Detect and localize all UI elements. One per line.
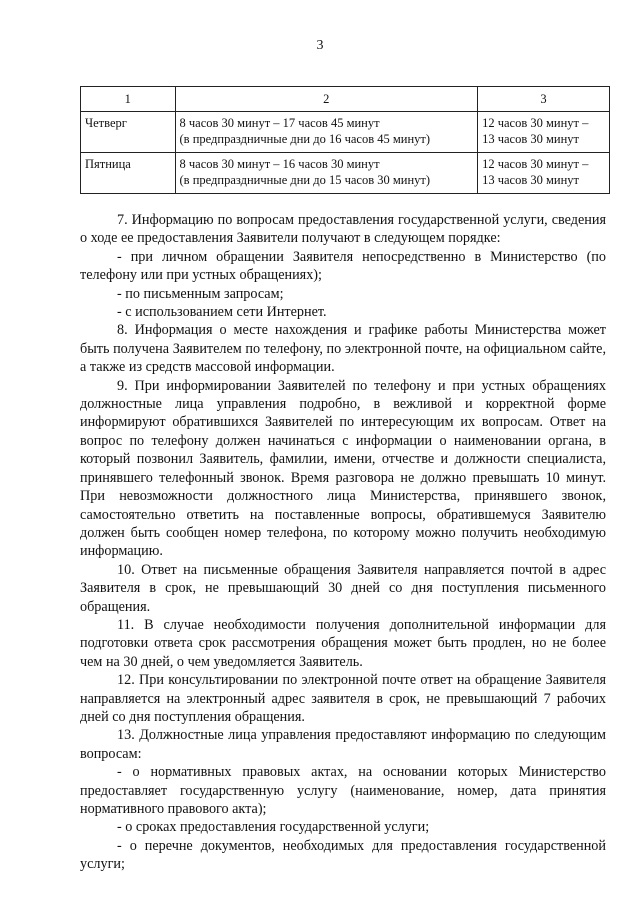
body-text: [80, 211, 606, 874]
column-header: 2: [175, 87, 478, 112]
list-item: - по письменным запросам;: [117, 285, 284, 302]
hours-line: 8 часов 30 минут – 16 часов 30 минут: [179, 157, 380, 171]
day-cell: Пятница: [81, 153, 176, 194]
list-item: - о сроках предоставления государственной услуги;: [117, 819, 430, 836]
schedule-table: [80, 86, 610, 194]
paragraph: 10. Ответ на письменные обращения Заявителя направляется почтой в адрес Заявителя в срок, не превышающий 30 дней со дня поступления письменного обращения.: [80, 561, 606, 615]
break-line: 12 часов 30 минут –: [482, 157, 589, 171]
list-item: - при личном обращении Заявителя непосредственно в Министерство (по телефону или при устных обращениях);: [80, 248, 606, 284]
hours-cell: [175, 153, 478, 194]
paragraph: 12. При консультировании по электронной почте ответ на обращение Заявителя направляется на электронный адрес заявителя в срок, не превышающий 7 рабочих дней со дня поступления обращения.: [80, 672, 606, 725]
list-item: - с использованием сети Интернет.: [117, 304, 327, 321]
break-line: 12 часов 30 минут –: [482, 116, 589, 130]
break-line: 13 часов 30 минут: [482, 132, 579, 146]
hours-holiday-line: (в предпраздничные дни до 16 часов 45 минут): [179, 132, 431, 146]
break-cell: [478, 112, 610, 153]
list-item: - о нормативных правовых актах, на основании которых Министерство предоставляет государственную услугу (наименование, номер, дата принятия нормативного правового акта);: [80, 764, 606, 817]
page-number: 3: [316, 38, 324, 53]
break-cell: [478, 153, 610, 194]
hours-cell: [175, 112, 478, 153]
hours-line: 8 часов 30 минут – 17 часов 45 минут: [179, 116, 380, 130]
table-header-row: [81, 87, 610, 112]
table-row: [81, 112, 610, 153]
break-line: 13 часов 30 минут: [482, 173, 579, 187]
paragraph: 9. При информировании Заявителей по телефону и при устных обращениях должностные лица управления подробно, в вежливой и корректной форме информируют обратившихся Заявителей по интересующим их вопросам. Ответ на вопрос по телефону должен начинаться с информации о наименовании органа, в который позвонил Заявитель, фамилии, имени, отчестве и должности специалиста, принявшего телефонный звонок. Время разговора не должно превышать 10 минут. При невозможности должностного лица Министерства, принявшего звонок, самостоятельно ответить на поставленные вопросы, обратившемуся Заявителю должен быть сообщен номер телефона, по которому можно получить необходимую информацию.: [80, 377, 606, 560]
day-cell: Четверг: [81, 112, 176, 153]
column-header: 3: [478, 87, 610, 112]
hours-holiday-line: (в предпраздничные дни до 15 часов 30 минут): [179, 173, 431, 187]
paragraph: 11. В случае необходимости получения дополнительной информации для подготовки ответа срок рассмотрения обращения может быть продлен, но не более чем на 30 дней, о чем уведомляется Заявитель.: [80, 616, 606, 670]
table-row: [81, 153, 610, 194]
paragraph: 7. Информацию по вопросам предоставления государственной услуги, сведения о ходе ее предоставления Заявители получают в следующем порядке:: [80, 212, 606, 247]
list-item: - о перечне документов, необходимых для предоставления государственной услуги;: [80, 837, 606, 873]
column-header: 1: [81, 87, 176, 112]
paragraph: 8. Информация о месте нахождения и графике работы Министерства может быть получена Заявителем по телефону, по электронной почте, на официальном сайте, а также из средств массовой информации.: [80, 322, 606, 376]
paragraph: 13. Должностные лица управления предоставляют информацию по следующим вопросам:: [80, 727, 606, 762]
